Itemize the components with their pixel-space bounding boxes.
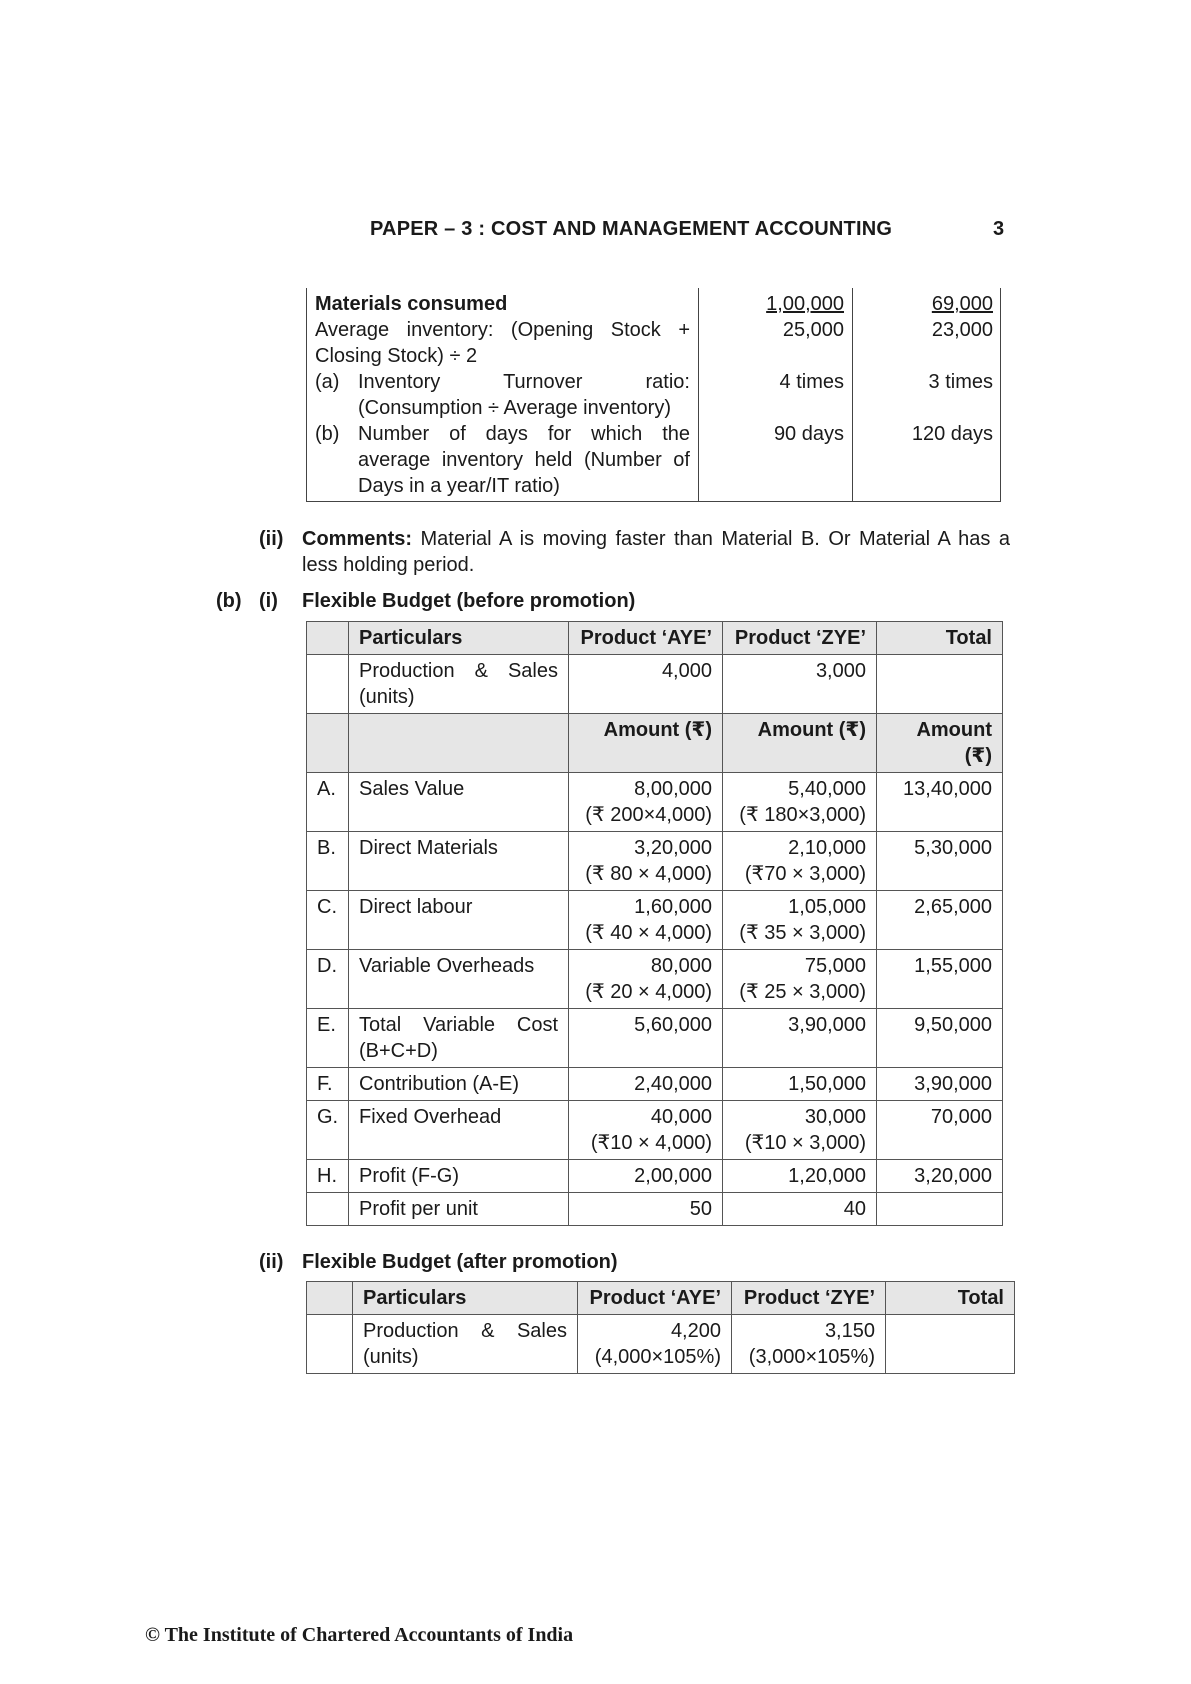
table-header-row — [307, 1282, 1015, 1315]
cell-zye: 1,05,000 — [788, 896, 866, 918]
flexible-budget-before-table — [306, 621, 1003, 1226]
table-row — [307, 891, 1003, 950]
table-row — [307, 288, 1001, 317]
cell-aye: 2,00,000 — [569, 1160, 723, 1193]
table-row — [307, 317, 1001, 369]
cell-aye: 8,00,000 — [634, 778, 712, 800]
cell-total: 70,000 — [877, 1101, 1003, 1160]
row-mark: C. — [307, 891, 349, 950]
cell-aye: 80,000 — [650, 955, 712, 977]
inv-value-b: 3 times — [853, 369, 1001, 421]
cell-aye: 2,40,000 — [569, 1068, 723, 1101]
table-row — [307, 773, 1003, 832]
cell-total: 1,55,000 — [877, 950, 1003, 1009]
inv-label: Average inventory: (Opening Stock + Closing Stock) ÷ 2 — [307, 317, 699, 369]
table-row — [307, 1160, 1003, 1193]
units-label: Production & Sales (units) — [353, 1315, 578, 1374]
cell-zye-note: (₹70 × 3,000) — [744, 863, 866, 885]
table-row — [307, 1101, 1003, 1160]
row-mark — [307, 1193, 349, 1226]
row-mark: F. — [307, 1068, 349, 1101]
cell-aye: 50 — [569, 1193, 723, 1226]
cell-zye-note: (₹ 180×3,000) — [739, 804, 866, 826]
subsection-marker: (i) — [259, 590, 278, 612]
cell-zye-note: (₹ 25 × 3,000) — [739, 981, 866, 1003]
inventory-table — [306, 288, 1001, 502]
inv-value-a: 4 times — [699, 369, 853, 421]
cell-aye-note: (₹ 20 × 4,000) — [585, 981, 712, 1003]
row-mark: E. — [307, 1009, 349, 1068]
cell-aye: 40,000 — [650, 1106, 712, 1128]
cell-aye-note: (₹ 80 × 4,000) — [585, 863, 712, 885]
comments-label: Comments: — [302, 528, 413, 550]
comments-marker: (ii) — [259, 528, 284, 550]
table-row — [307, 832, 1003, 891]
cell-aye-note: (₹ 40 × 4,000) — [585, 922, 712, 944]
row-label: Contribution (A-E) — [349, 1068, 569, 1101]
cell-total: 3,90,000 — [877, 1068, 1003, 1101]
inv-label: Inventory Turnover ratio: (Consumption ÷ Average inventory) — [358, 371, 690, 419]
section-heading: Flexible Budget (before promotion) — [302, 590, 636, 612]
cell-zye: 3,150 — [824, 1320, 875, 1342]
cell-zye: 1,20,000 — [723, 1160, 877, 1193]
col-header-particulars: Particulars — [349, 622, 569, 655]
table-row — [307, 421, 1001, 502]
amount-header-total: Amount (₹) — [877, 714, 1003, 773]
cell-zye-note: (3,000×105%) — [748, 1346, 875, 1368]
table-subheader-row — [307, 714, 1003, 773]
comments-paragraph — [302, 526, 1010, 578]
row-mark: B. — [307, 832, 349, 891]
cell-zye: 3,90,000 — [723, 1009, 877, 1068]
row-label: Profit per unit — [349, 1193, 569, 1226]
row-label: Total Variable Cost (B+C+D) — [349, 1009, 569, 1068]
inv-label: Materials consumed — [307, 288, 699, 317]
row-mark: H. — [307, 1160, 349, 1193]
inv-value-b: 23,000 — [853, 317, 1001, 369]
cell-zye-note: (₹ 35 × 3,000) — [739, 922, 866, 944]
col-header-aye: Product ‘AYE’ — [569, 622, 723, 655]
cell-total — [877, 1193, 1003, 1226]
cell-total: 5,30,000 — [877, 832, 1003, 891]
cell-total — [886, 1315, 1015, 1374]
flexible-budget-after-table — [306, 1281, 1015, 1374]
section-marker: (b) — [216, 590, 242, 612]
row-label: Direct labour — [349, 891, 569, 950]
cell-aye: 1,60,000 — [634, 896, 712, 918]
table-row — [307, 1193, 1003, 1226]
inv-label: Number of days for which the average inventory held (Number of Days in a year/IT ratio) — [358, 423, 690, 497]
row-label: Fixed Overhead — [349, 1101, 569, 1160]
cell-zye: 3,000 — [723, 655, 877, 714]
cell-aye: 3,20,000 — [634, 837, 712, 859]
cell-zye: 40 — [723, 1193, 877, 1226]
col-header-particulars: Particulars — [353, 1282, 578, 1315]
row-mark: D. — [307, 950, 349, 1009]
cell-aye-note: (₹ 200×4,000) — [585, 804, 712, 826]
col-header-zye: Product ‘ZYE’ — [723, 622, 877, 655]
cell-zye: 30,000 — [804, 1106, 866, 1128]
inv-value-b: 69,000 — [931, 293, 993, 315]
footer-copyright: © The Institute of Chartered Accountants of India — [145, 1624, 574, 1646]
row-mark: A. — [307, 773, 349, 832]
col-header-aye: Product ‘AYE’ — [578, 1282, 732, 1315]
inv-marker: (a) — [315, 371, 340, 393]
table-row — [307, 1068, 1003, 1101]
comments-text: Material A is moving faster than Material B. Or Material A has a less holding period. — [302, 528, 1011, 576]
cell-total: 3,20,000 — [877, 1160, 1003, 1193]
cell-aye: 5,60,000 — [569, 1009, 723, 1068]
col-header-total: Total — [877, 622, 1003, 655]
inv-value-a: 90 days — [699, 421, 853, 502]
page-header-title: PAPER – 3 : COST AND MANAGEMENT ACCOUNTING — [370, 218, 893, 240]
cell-total — [877, 655, 1003, 714]
cell-aye-note: (4,000×105%) — [594, 1346, 721, 1368]
amount-header-zye: Amount (₹) — [723, 714, 877, 773]
table-row — [307, 1009, 1003, 1068]
row-label: Variable Overheads — [349, 950, 569, 1009]
page-number: 3 — [993, 218, 1005, 240]
row-mark: G. — [307, 1101, 349, 1160]
cell-zye: 75,000 — [804, 955, 866, 977]
section-heading: Flexible Budget (after promotion) — [302, 1251, 618, 1273]
inv-value-a: 25,000 — [699, 317, 853, 369]
units-label: Production & Sales (units) — [349, 655, 569, 714]
cell-aye: 4,000 — [569, 655, 723, 714]
inv-value-b: 120 days — [853, 421, 1001, 502]
cell-zye: 2,10,000 — [788, 837, 866, 859]
inv-marker: (b) — [315, 423, 340, 445]
row-label: Sales Value — [349, 773, 569, 832]
col-header-total: Total — [886, 1282, 1015, 1315]
cell-zye: 5,40,000 — [788, 778, 866, 800]
subsection-marker: (ii) — [259, 1251, 284, 1273]
cell-aye: 4,200 — [670, 1320, 721, 1342]
row-label: Profit (F-G) — [349, 1160, 569, 1193]
cell-total: 2,65,000 — [877, 891, 1003, 950]
col-header-zye: Product ‘ZYE’ — [732, 1282, 886, 1315]
cell-zye-note: (₹10 × 3,000) — [744, 1132, 866, 1154]
row-label: Direct Materials — [349, 832, 569, 891]
table-row — [307, 1315, 1015, 1374]
table-row — [307, 369, 1001, 421]
table-row — [307, 950, 1003, 1009]
cell-total: 13,40,000 — [877, 773, 1003, 832]
cell-zye: 1,50,000 — [723, 1068, 877, 1101]
amount-header-aye: Amount (₹) — [569, 714, 723, 773]
table-row — [307, 655, 1003, 714]
inv-value-a: 1,00,000 — [766, 293, 844, 315]
cell-aye-note: (₹10 × 4,000) — [590, 1132, 712, 1154]
cell-total: 9,50,000 — [877, 1009, 1003, 1068]
table-header-row — [307, 622, 1003, 655]
